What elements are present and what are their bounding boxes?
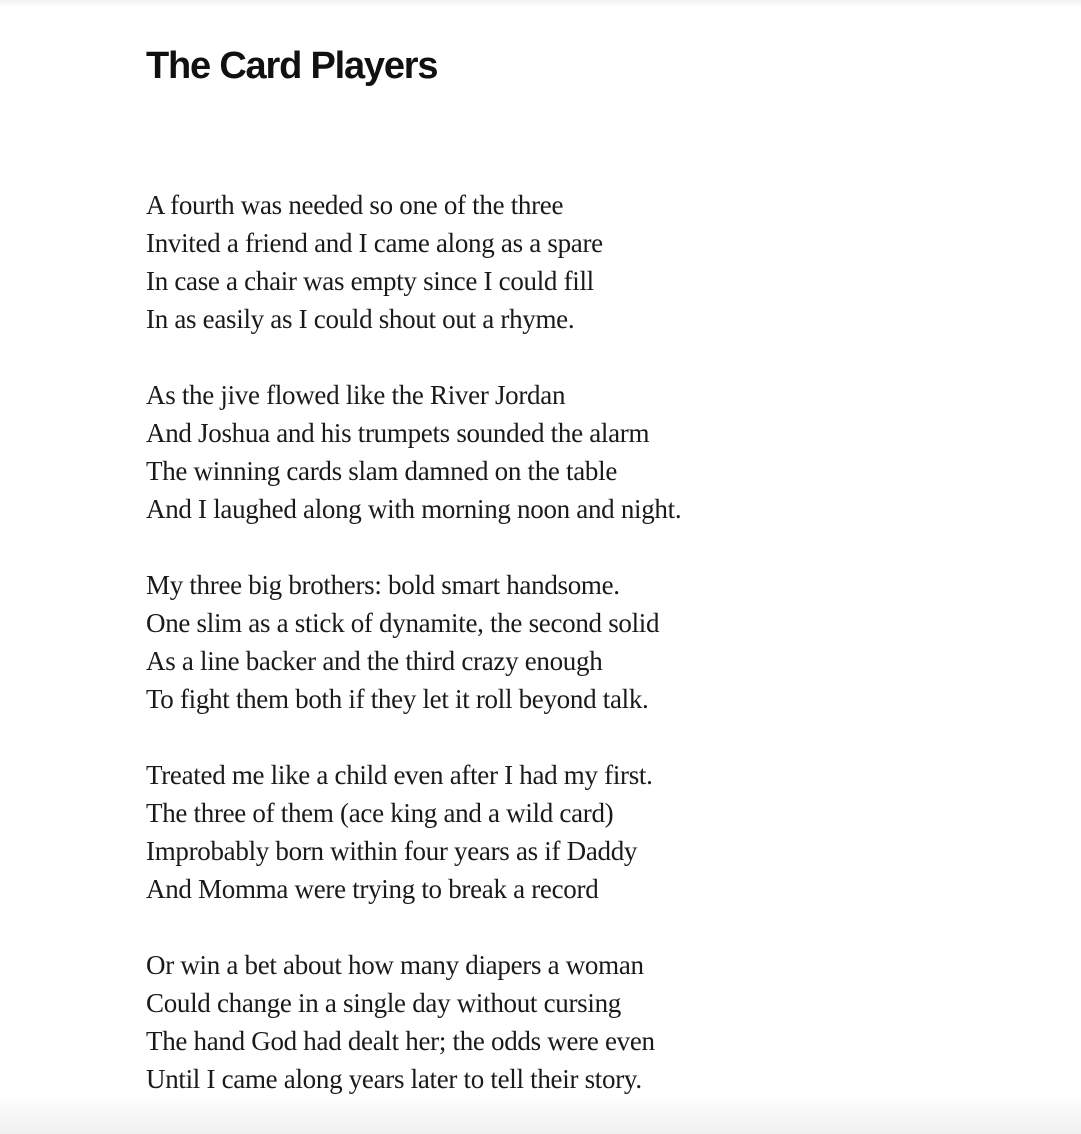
stanza-3 (146, 566, 906, 718)
poem-line: My three big brothers: bold smart handsome. (146, 570, 620, 600)
poem-line: Invited a friend and I came along as a spare (146, 228, 603, 258)
poem-line: A fourth was needed so one of the three (146, 190, 564, 220)
poem-line: And I laughed along with morning noon and night. (146, 494, 682, 524)
poem-line: As the jive flowed like the River Jordan (146, 380, 566, 410)
poem-line: In as easily as I could shout out a rhyme. (146, 304, 575, 334)
poem-line: Treated me like a child even after I had my first. (146, 760, 653, 790)
poem-line: The three of them (ace king and a wild card) (146, 798, 614, 828)
poem-line: The hand God had dealt her; the odds were even (146, 1026, 655, 1056)
poem-line: As a line backer and the third crazy enough (146, 646, 603, 676)
stanza-5 (146, 946, 906, 1098)
poem-line: Until I came along years later to tell their story. (146, 1064, 642, 1094)
poem-line: To fight them both if they let it roll beyond talk. (146, 684, 649, 714)
stanza-2 (146, 376, 906, 528)
poem-line: The winning cards slam damned on the table (146, 456, 618, 486)
poem-line: Could change in a single day without cursing (146, 988, 621, 1018)
top-edge-shadow (0, 0, 1081, 8)
poem-line: One slim as a stick of dynamite, the second solid (146, 608, 660, 638)
stanza-4 (146, 756, 906, 908)
poem-body (146, 186, 906, 1134)
poem-line: And Momma were trying to break a record (146, 874, 599, 904)
stanza-1 (146, 186, 906, 338)
poem-line: Or win a bet about how many diapers a woman (146, 950, 644, 980)
poem-line: And Joshua and his trumpets sounded the alarm (146, 418, 650, 448)
poem-line: In case a chair was empty since I could fill (146, 266, 594, 296)
poem-title: The Card Players (146, 45, 438, 87)
poem-line: Improbably born within four years as if Daddy (146, 836, 638, 866)
